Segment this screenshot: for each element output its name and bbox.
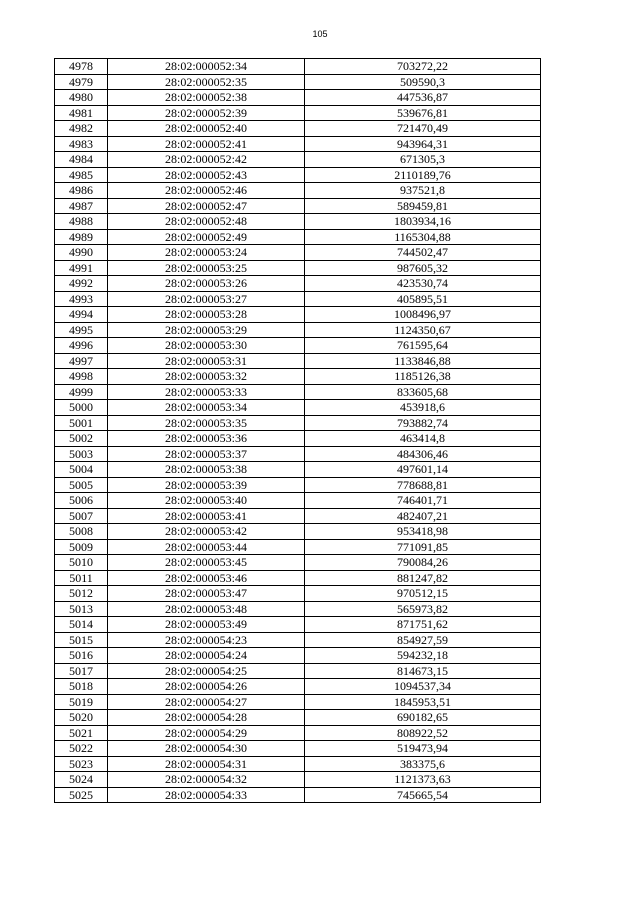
table-row	[55, 121, 541, 137]
row-number-cell: 5021	[55, 725, 108, 741]
row-number-cell: 5016	[55, 648, 108, 664]
cadastral-number-cell: 28:02:000054:26	[108, 679, 305, 695]
cadastral-value-table	[54, 58, 541, 803]
cadastral-number-cell: 28:02:000053:25	[108, 260, 305, 276]
cadastral-value-cell: 745665,54	[305, 787, 541, 803]
row-number-cell: 4988	[55, 214, 108, 230]
cadastral-number-cell: 28:02:000054:24	[108, 648, 305, 664]
cadastral-value-cell: 987605,32	[305, 260, 541, 276]
table-row	[55, 59, 541, 75]
table-row	[55, 307, 541, 323]
row-number-cell: 5015	[55, 632, 108, 648]
table-row	[55, 183, 541, 199]
cadastral-value-cell: 814673,15	[305, 663, 541, 679]
table-row	[55, 555, 541, 571]
cadastral-number-cell: 28:02:000053:27	[108, 291, 305, 307]
cadastral-value-cell: 744502,47	[305, 245, 541, 261]
cadastral-number-cell: 28:02:000053:24	[108, 245, 305, 261]
cadastral-value-cell: 790084,26	[305, 555, 541, 571]
row-number-cell: 4983	[55, 136, 108, 152]
table-row	[55, 508, 541, 524]
cadastral-number-cell: 28:02:000053:42	[108, 524, 305, 540]
cadastral-number-cell: 28:02:000052:41	[108, 136, 305, 152]
table-row	[55, 710, 541, 726]
row-number-cell: 4979	[55, 74, 108, 90]
cadastral-value-cell: 1845953,51	[305, 694, 541, 710]
row-number-cell: 5006	[55, 493, 108, 509]
cadastral-value-cell: 2110189,76	[305, 167, 541, 183]
table-row	[55, 74, 541, 90]
cadastral-number-cell: 28:02:000053:40	[108, 493, 305, 509]
cadastral-number-cell: 28:02:000053:48	[108, 601, 305, 617]
row-number-cell: 4993	[55, 291, 108, 307]
row-number-cell: 5012	[55, 586, 108, 602]
table-row	[55, 617, 541, 633]
cadastral-value-cell: 423530,74	[305, 276, 541, 292]
row-number-cell: 5000	[55, 400, 108, 416]
cadastral-number-cell: 28:02:000053:34	[108, 400, 305, 416]
table-row	[55, 291, 541, 307]
row-number-cell: 5001	[55, 415, 108, 431]
cadastral-number-cell: 28:02:000053:30	[108, 338, 305, 354]
row-number-cell: 5018	[55, 679, 108, 695]
cadastral-value-cell: 690182,65	[305, 710, 541, 726]
row-number-cell: 4985	[55, 167, 108, 183]
table-body	[55, 59, 541, 803]
cadastral-value-cell: 970512,15	[305, 586, 541, 602]
cadastral-value-cell: 1008496,97	[305, 307, 541, 323]
table-row	[55, 276, 541, 292]
row-number-cell: 5010	[55, 555, 108, 571]
cadastral-number-cell: 28:02:000052:48	[108, 214, 305, 230]
row-number-cell: 4997	[55, 353, 108, 369]
cadastral-number-cell: 28:02:000053:44	[108, 539, 305, 555]
table-row	[55, 648, 541, 664]
table-row	[55, 663, 541, 679]
row-number-cell: 4992	[55, 276, 108, 292]
cadastral-value-cell: 671305,3	[305, 152, 541, 168]
row-number-cell: 4996	[55, 338, 108, 354]
table-row	[55, 229, 541, 245]
cadastral-value-cell: 453918,6	[305, 400, 541, 416]
cadastral-number-cell: 28:02:000052:39	[108, 105, 305, 121]
cadastral-value-cell: 1124350,67	[305, 322, 541, 338]
cadastral-number-cell: 28:02:000053:39	[108, 477, 305, 493]
row-number-cell: 5017	[55, 663, 108, 679]
row-number-cell: 5019	[55, 694, 108, 710]
cadastral-number-cell: 28:02:000053:49	[108, 617, 305, 633]
row-number-cell: 5008	[55, 524, 108, 540]
table-row	[55, 431, 541, 447]
table-row	[55, 136, 541, 152]
cadastral-number-cell: 28:02:000053:37	[108, 446, 305, 462]
cadastral-value-cell: 943964,31	[305, 136, 541, 152]
cadastral-number-cell: 28:02:000052:47	[108, 198, 305, 214]
row-number-cell: 5009	[55, 539, 108, 555]
cadastral-value-cell: 808922,52	[305, 725, 541, 741]
row-number-cell: 5014	[55, 617, 108, 633]
cadastral-value-cell: 447536,87	[305, 90, 541, 106]
cadastral-number-cell: 28:02:000054:28	[108, 710, 305, 726]
row-number-cell: 5004	[55, 462, 108, 478]
row-number-cell: 5013	[55, 601, 108, 617]
cadastral-value-cell: 854927,59	[305, 632, 541, 648]
row-number-cell: 5020	[55, 710, 108, 726]
row-number-cell: 4991	[55, 260, 108, 276]
row-number-cell: 4989	[55, 229, 108, 245]
cadastral-value-cell: 497601,14	[305, 462, 541, 478]
cadastral-value-cell: 1803934,16	[305, 214, 541, 230]
table-row	[55, 105, 541, 121]
cadastral-value-cell: 383375,6	[305, 756, 541, 772]
cadastral-value-cell: 761595,64	[305, 338, 541, 354]
table-row	[55, 632, 541, 648]
cadastral-value-cell: 793882,74	[305, 415, 541, 431]
row-number-cell: 4984	[55, 152, 108, 168]
cadastral-number-cell: 28:02:000052:40	[108, 121, 305, 137]
table-row	[55, 338, 541, 354]
cadastral-number-cell: 28:02:000052:49	[108, 229, 305, 245]
cadastral-number-cell: 28:02:000054:29	[108, 725, 305, 741]
cadastral-value-cell: 1165304,88	[305, 229, 541, 245]
cadastral-number-cell: 28:02:000054:30	[108, 741, 305, 757]
cadastral-number-cell: 28:02:000054:31	[108, 756, 305, 772]
table-row	[55, 772, 541, 788]
table-row	[55, 198, 541, 214]
table-row	[55, 586, 541, 602]
row-number-cell: 4978	[55, 59, 108, 75]
cadastral-value-cell: 771091,85	[305, 539, 541, 555]
cadastral-value-cell: 482407,21	[305, 508, 541, 524]
cadastral-number-cell: 28:02:000053:29	[108, 322, 305, 338]
row-number-cell: 5002	[55, 431, 108, 447]
table-row	[55, 245, 541, 261]
table-row	[55, 787, 541, 803]
cadastral-value-cell: 778688,81	[305, 477, 541, 493]
page-number: 105	[312, 29, 328, 39]
cadastral-number-cell: 28:02:000053:32	[108, 369, 305, 385]
row-number-cell: 4998	[55, 369, 108, 385]
cadastral-number-cell: 28:02:000053:33	[108, 384, 305, 400]
table-row	[55, 756, 541, 772]
cadastral-number-cell: 28:02:000052:42	[108, 152, 305, 168]
cadastral-number-cell: 28:02:000054:23	[108, 632, 305, 648]
cadastral-value-cell: 594232,18	[305, 648, 541, 664]
table-row	[55, 353, 541, 369]
cadastral-value-cell: 519473,94	[305, 741, 541, 757]
cadastral-value-cell: 721470,49	[305, 121, 541, 137]
cadastral-number-cell: 28:02:000054:25	[108, 663, 305, 679]
cadastral-value-cell: 937521,8	[305, 183, 541, 199]
table-row	[55, 90, 541, 106]
row-number-cell: 5022	[55, 741, 108, 757]
table-row	[55, 214, 541, 230]
table-row	[55, 601, 541, 617]
table-row	[55, 462, 541, 478]
cadastral-value-cell: 484306,46	[305, 446, 541, 462]
cadastral-value-cell: 539676,81	[305, 105, 541, 121]
row-number-cell: 5025	[55, 787, 108, 803]
row-number-cell: 5005	[55, 477, 108, 493]
cadastral-number-cell: 28:02:000053:47	[108, 586, 305, 602]
row-number-cell: 4995	[55, 322, 108, 338]
cadastral-value-cell: 509590,3	[305, 74, 541, 90]
cadastral-number-cell: 28:02:000053:35	[108, 415, 305, 431]
table-row	[55, 679, 541, 695]
cadastral-number-cell: 28:02:000052:35	[108, 74, 305, 90]
table-row	[55, 384, 541, 400]
cadastral-number-cell: 28:02:000053:46	[108, 570, 305, 586]
cadastral-value-cell: 463414,8	[305, 431, 541, 447]
table-row	[55, 369, 541, 385]
table-row	[55, 725, 541, 741]
row-number-cell: 4987	[55, 198, 108, 214]
cadastral-value-cell: 871751,62	[305, 617, 541, 633]
table-row	[55, 260, 541, 276]
table-row	[55, 694, 541, 710]
cadastral-value-cell: 833605,68	[305, 384, 541, 400]
row-number-cell: 4980	[55, 90, 108, 106]
row-number-cell: 4994	[55, 307, 108, 323]
table-row	[55, 152, 541, 168]
row-number-cell: 4999	[55, 384, 108, 400]
cadastral-number-cell: 28:02:000052:38	[108, 90, 305, 106]
row-number-cell: 4986	[55, 183, 108, 199]
cadastral-value-cell: 1094537,34	[305, 679, 541, 695]
row-number-cell: 4990	[55, 245, 108, 261]
cadastral-number-cell: 28:02:000052:34	[108, 59, 305, 75]
cadastral-value-cell: 703272,22	[305, 59, 541, 75]
row-number-cell: 4982	[55, 121, 108, 137]
table-row	[55, 539, 541, 555]
cadastral-value-cell: 1185126,38	[305, 369, 541, 385]
cadastral-number-cell: 28:02:000053:26	[108, 276, 305, 292]
table-row	[55, 524, 541, 540]
cadastral-number-cell: 28:02:000053:38	[108, 462, 305, 478]
cadastral-value-cell: 405895,51	[305, 291, 541, 307]
cadastral-value-cell: 746401,71	[305, 493, 541, 509]
row-number-cell: 5024	[55, 772, 108, 788]
cadastral-number-cell: 28:02:000052:43	[108, 167, 305, 183]
row-number-cell: 4981	[55, 105, 108, 121]
cadastral-number-cell: 28:02:000054:27	[108, 694, 305, 710]
table-row	[55, 570, 541, 586]
row-number-cell: 5023	[55, 756, 108, 772]
table-row	[55, 167, 541, 183]
cadastral-number-cell: 28:02:000053:28	[108, 307, 305, 323]
cadastral-value-cell: 881247,82	[305, 570, 541, 586]
cadastral-number-cell: 28:02:000054:33	[108, 787, 305, 803]
cadastral-number-cell: 28:02:000053:31	[108, 353, 305, 369]
table-row	[55, 477, 541, 493]
cadastral-number-cell: 28:02:000052:46	[108, 183, 305, 199]
cadastral-number-cell: 28:02:000053:45	[108, 555, 305, 571]
table-row	[55, 493, 541, 509]
cadastral-number-cell: 28:02:000053:41	[108, 508, 305, 524]
row-number-cell: 5003	[55, 446, 108, 462]
table-row	[55, 741, 541, 757]
cadastral-value-cell: 565973,82	[305, 601, 541, 617]
table-row	[55, 400, 541, 416]
table-row	[55, 322, 541, 338]
table-row	[55, 446, 541, 462]
table-row	[55, 415, 541, 431]
row-number-cell: 5007	[55, 508, 108, 524]
cadastral-value-cell: 953418,98	[305, 524, 541, 540]
cadastral-number-cell: 28:02:000054:32	[108, 772, 305, 788]
row-number-cell: 5011	[55, 570, 108, 586]
cadastral-value-cell: 1133846,88	[305, 353, 541, 369]
cadastral-number-cell: 28:02:000053:36	[108, 431, 305, 447]
cadastral-value-cell: 1121373,63	[305, 772, 541, 788]
cadastral-value-cell: 589459,81	[305, 198, 541, 214]
